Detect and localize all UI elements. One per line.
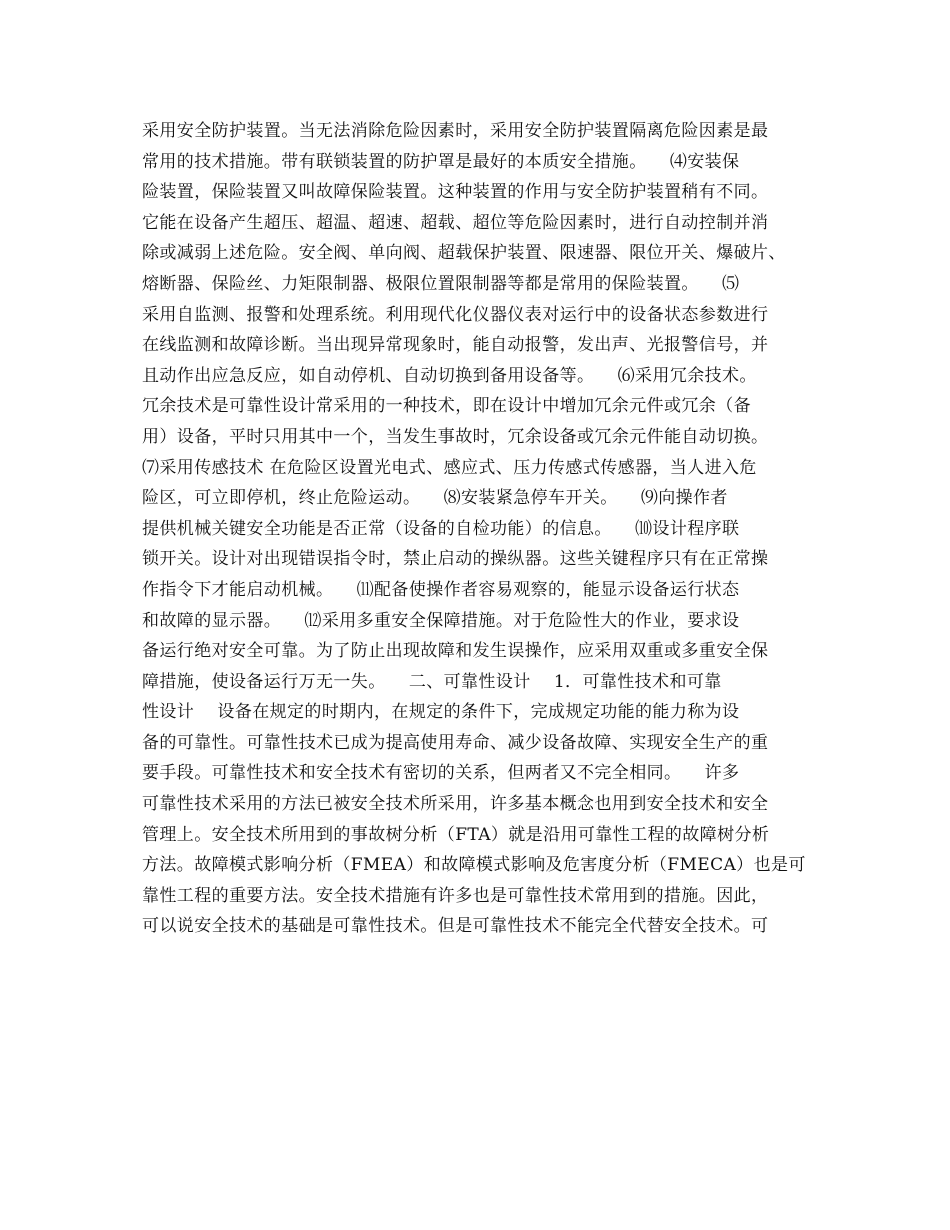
text-line: 且动作出应急反应，如自动停机、自动切换到备用设备等。 ⑹采用冗余技术。 — [142, 365, 757, 386]
text-line: 冗余技术是可靠性设计常采用的一种技术，即在设计中增加冗余元件或冗余（备 — [142, 396, 751, 417]
text-line: 和故障的显示器。 ⑿采用多重安全保障措施。对于危险性大的作业，要求设 — [142, 610, 740, 631]
text-line: 靠性工程的重要方法。安全技术措施有许多也是可靠性技术常用到的措施。因此， — [142, 885, 769, 906]
text-line: 熔断器、保险丝、力矩限制器、极限位置限制器等都是常用的保险装置。 ⑸ — [142, 273, 740, 294]
text-line: 可靠性技术采用的方法已被安全技术所采用，许多基本概念也用到安全技术和安全 — [142, 794, 769, 815]
text-line: 方法。故障模式影响分析（FMEA）和故障模式影响及危害度分析（FMECA）也是可 — [142, 855, 806, 876]
text-line: 采用自监测、报警和处理系统。利用现代化仪器仪表对运行中的设备状态参数进行 — [142, 304, 769, 325]
text-line: 它能在设备产生超压、超温、超速、超载、超位等危险因素时，进行自动控制并消 — [142, 212, 769, 233]
text-line: 除或减弱上述危险。安全阀、单向阀、超载保护装置、限速器、限位开关、爆破片、 — [142, 243, 786, 264]
text-line: 障措施，使设备运行万无一失。 二、可靠性设计 1．可靠性技术和可靠 — [142, 671, 722, 692]
text-line: 可以说安全技术的基础是可靠性技术。但是可靠性技术不能完全代替安全技术。可 — [142, 916, 769, 937]
text-line: 备的可靠性。可靠性技术已成为提高使用寿命、减少设备故障、实现安全生产的重 — [142, 732, 769, 753]
text-line: 管理上。安全技术所用到的事故树分析（FTA）就是沿用可靠性工程的故障树分析 — [142, 824, 770, 845]
text-line: 险装置，保险装置又叫故障保险装置。这种装置的作用与安全防护装置稍有不同。 — [142, 182, 769, 203]
text-line: 用）设备，平时只用其中一个，当发生事故时，冗余设备或冗余元件能自动切换。 — [142, 426, 769, 447]
text-line: 险区，可立即停机，终止危险运动。 ⑻安装紧急停车开关。 ⑼向操作者 — [142, 488, 728, 509]
text-line: 作指令下才能启动机械。 ⑾配备使操作者容易观察的，能显示设备运行状态 — [142, 579, 740, 600]
text-line: 在线监测和故障诊断。当出现异常现象时，能自动报警，发出声、光报警信号，并 — [142, 335, 769, 356]
text-line: 采用安全防护装置。当无法消除危险因素时，采用安全防护装置隔离危险因素是最 — [142, 121, 769, 141]
body-text — [142, 116, 822, 942]
text-line: 要手段。可靠性技术和安全技术有密切的关系，但两者又不完全相同。 许多 — [142, 763, 740, 784]
text-line: 常用的技术措施。带有联锁装置的防护罩是最好的本质安全措施。 ⑷安装保 — [142, 151, 740, 172]
text-line: ⑺采用传感技术 在危险区设置光电式、感应式、压力传感式传感器，当人进入危 — [142, 457, 757, 478]
text-line: 性设计 设备在规定的时期内，在规定的条件下，完成规定功能的能力称为设 — [142, 702, 740, 723]
text-line: 备运行绝对安全可靠。为了防止出现故障和发生误操作，应采用双重或多重安全保 — [142, 641, 769, 662]
text-line: 锁开关。设计对出现错误指令时，禁止启动的操纵器。这些关键程序只有在正常操 — [142, 549, 769, 570]
text-line: 提供机械关键安全功能是否正常（设备的自检功能）的信息。 ⑽设计程序联 — [142, 518, 740, 539]
